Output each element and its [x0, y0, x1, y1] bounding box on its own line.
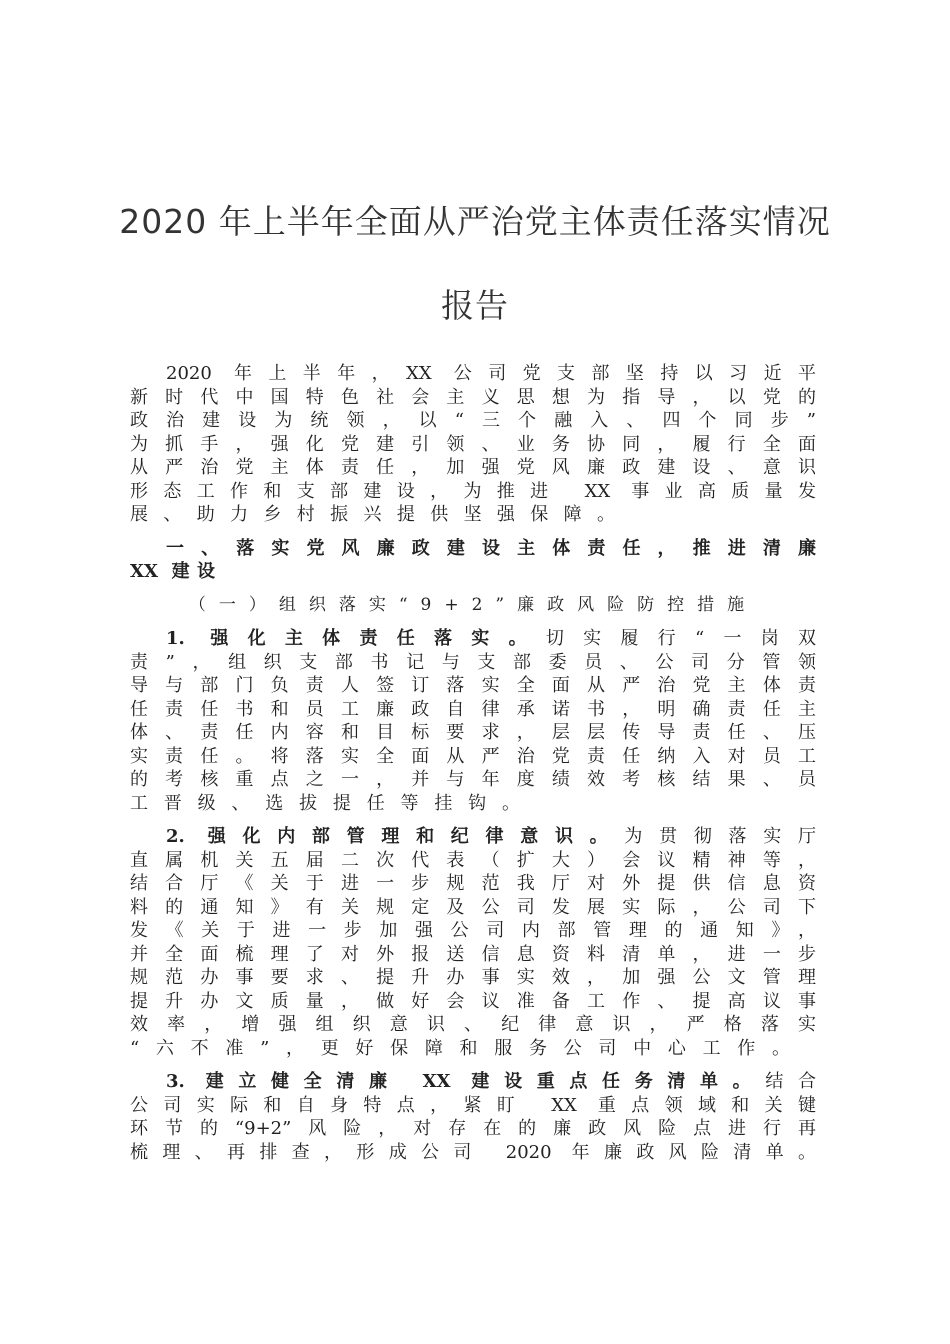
- subsection1-heading: （一）组织落实“9+2”廉政风险防控措施: [188, 594, 758, 615]
- item2-lead: 2. 强化内部管理和纪律意识。: [166, 826, 625, 847]
- item2-line: 结合厅《关于进一步规范我厅对外提供信息资: [130, 873, 816, 894]
- intro-line: 2020 年上半年，XX 公司党支部坚持以习近平: [166, 363, 816, 384]
- item2-line: 规范办事要求、提升办事实效，加强公文管理: [130, 967, 816, 988]
- item2-line: 为贯彻落实厅: [624, 826, 816, 847]
- item1-paragraph: [130, 627, 816, 815]
- item2-line: 提升办文质量，做好会议准备工作、提高议事: [130, 990, 816, 1012]
- item1-line: 任责任书和员工廉政自律承诺书，明确责任主: [130, 698, 816, 720]
- item1-line: 的考核重点之一，并与年度绩效考核结果、员: [130, 769, 816, 790]
- document-body: [130, 362, 816, 1164]
- intro-line: 形态工作和支部建设，为推进 XX 事业高质量发: [130, 480, 816, 502]
- item1-line: 体、责任内容和目标要求，层层传导责任、压: [130, 722, 816, 743]
- section1-heading-line: 一、落实党风廉政建设主体责任，推进清廉: [166, 537, 816, 559]
- intro-line: 新时代中国特色社会主义思想为指导，以党的: [130, 386, 816, 408]
- item2-line: 直属机关五届二次代表（扩大）会议精神等，: [130, 849, 816, 871]
- item2-line: 料的通知》有关规定及公司发展实际，公司下: [130, 896, 816, 918]
- item2-line: 效率，增强组织意识、纪律意识，严格落实: [130, 1014, 816, 1035]
- item3-line: 环节的“9+2”风险，对存在的廉政风险点进行再: [130, 1118, 816, 1139]
- item1-first-line: [130, 627, 816, 651]
- intro-line: 政治建设为统领，以“三个融入、四个同步”: [130, 410, 816, 431]
- intro-line: 从严治党主体责任，加强党风廉政建设、意识: [130, 457, 816, 478]
- item3-paragraph: [130, 1070, 816, 1164]
- item1-line: 工晋级、选拔提任等挂钩。: [130, 792, 520, 814]
- item3-line: 结合: [765, 1071, 816, 1092]
- item2-first-line: [130, 825, 816, 849]
- item1-line: 导与部门负责人签订落实全面从严治党主体责: [130, 675, 816, 696]
- item3-line: 公司实际和自身特点，紧盯 XX 重点领域和关键: [130, 1094, 816, 1116]
- intro-line: 为抓手，强化党建引领、业务协同，履行全面: [130, 433, 816, 455]
- item1-line: 责”，组织支部书记与支部委员、公司分管领: [130, 651, 816, 673]
- document-title-line2: 报告: [441, 286, 509, 325]
- item2-line: 并全面梳理了对外报送信息资料清单，进一步: [130, 943, 816, 965]
- item2-line: “六不准”，更好保障和服务公司中心工作。: [130, 1037, 790, 1059]
- intro-paragraph: [130, 362, 816, 527]
- item3-line: 梳理、再排查，形成公司 2020 年廉政风险清单。: [130, 1141, 816, 1163]
- item1-line: 实责任。将落实全面从严治党责任纳入对员工: [130, 745, 816, 767]
- item2-paragraph: [130, 825, 816, 1060]
- section1-heading-line: XX 建设: [130, 561, 215, 582]
- item1-lead: 1. 强化主体责任落实。: [166, 628, 546, 649]
- item2-line: 发《关于进一步加强公司内部管理的通知》，: [130, 920, 816, 941]
- item1-line: 切实履行“一岗双: [545, 628, 816, 649]
- document-title-line1: 2020 年上半年全面从严治党主体责任落实情况: [119, 202, 831, 241]
- section1-heading: [130, 537, 816, 584]
- item3-first-line: [130, 1070, 816, 1094]
- item3-lead: 3. 建立健全清廉 XX 建设重点任务清单。: [166, 1071, 766, 1092]
- intro-line: 展、助力乡村振兴提供坚强保障。: [130, 504, 615, 525]
